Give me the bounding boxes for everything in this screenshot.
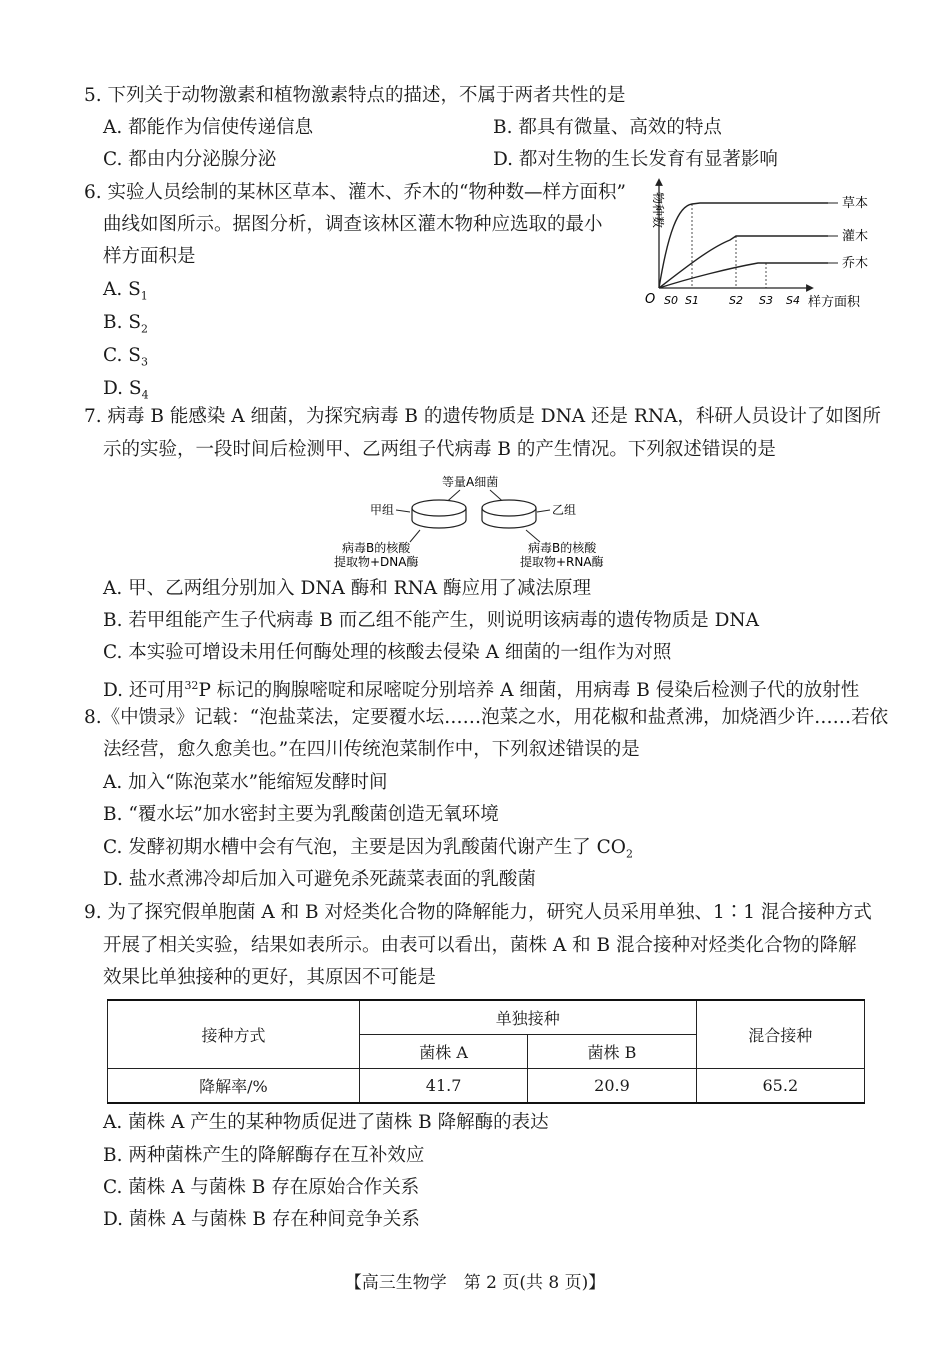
header-single: 单独接种: [359, 1000, 696, 1035]
pointer-group-a: [396, 510, 410, 512]
group-b-label: 乙组: [552, 503, 577, 517]
q5-stem: 5. 下列关于动物激素和植物激素特点的描述，不属于两者共性的是: [84, 85, 626, 106]
header-strain-b: 菌株 B: [528, 1035, 696, 1069]
tick-s3: S3: [759, 294, 773, 307]
page-footer: 【高三生物学 第 2 页(共 8 页)】: [344, 1273, 606, 1293]
q8-option-d: D. 盐水煮沸冷却后加入可避免杀死蔬菜表面的乳酸菌: [103, 869, 536, 890]
q9-option-c: C. 菌株 A 与菌株 B 存在原始合作关系: [103, 1177, 420, 1198]
note-b-line2: 提取物+RNA酶: [520, 555, 604, 569]
q8-stem-line2: 法经营，愈久愈美也。”在四川传统泡菜制作中，下列叙述错误的是: [103, 739, 640, 760]
tick-s2: S2: [729, 294, 743, 307]
y-axis-label: 物种数: [651, 192, 665, 229]
cell-strain-a: 41.7: [359, 1069, 527, 1104]
pointer-note-a: [410, 530, 420, 542]
q6-option-a: A. $S_1$: [103, 279, 148, 303]
series-line-tree: [659, 263, 828, 288]
group-a-label: 甲组: [370, 503, 395, 517]
q9-stem-line1: 9. 为了探究假单胞菌 A 和 B 对烃类化合物的降解能力，研究人员采用单独、1∶1 混合接种方式: [84, 902, 872, 923]
petri-dish-a: [412, 500, 466, 528]
q9-option-d: D. 菌株 A 与菌株 B 存在种间竞争关系: [103, 1209, 420, 1230]
q6-option-c: C. $S_3$: [103, 345, 148, 369]
legend-tree: 乔木: [842, 256, 869, 271]
q5-option-d: D. 都对生物的生长发育有显著影响: [493, 149, 778, 170]
q9-option-a: A. 菌株 A 产生的某种物质促进了菌株 B 降解酶的表达: [103, 1112, 549, 1133]
row-label-degradation: 降解率/%: [108, 1069, 360, 1104]
petri-dish-b: [482, 500, 536, 528]
tick-s4: S4: [786, 294, 800, 307]
q9-stem-line2: 开展了相关实验，结果如表所示。由表可以看出，菌株 A 和 B 混合接种对烃类化合物的降解: [103, 935, 857, 956]
q7-stem-line1: 7. 病毒 B 能感染 A 细菌，为探究病毒 B 的遗传物质是 DNA 还是 RNA，科研人员设计了如图所: [84, 406, 881, 427]
q9-stem-line3: 效果比单独接种的更好，其原因不可能是: [103, 967, 437, 988]
header-mixed: 混合接种: [696, 1000, 864, 1069]
header-method: 接种方式: [108, 1000, 360, 1069]
q7-option-b: B. 若甲组能产生子代病毒 B 而乙组不能产生，则说明该病毒的遗传物质是 DNA: [103, 610, 759, 631]
x-axis-label: 样方面积: [808, 295, 861, 310]
tick-s0: S0: [664, 294, 678, 307]
note-a-line1: 病毒B的核酸: [342, 541, 411, 555]
q7-stem-line2: 示的实验，一段时间后检测甲、乙两组子代病毒 B 的产生情况。下列叙述错误的是: [103, 439, 776, 460]
q8-option-c: C. 发酵初期水槽中会有气泡，主要是因为乳酸菌代谢产生了 $CO_2$: [103, 837, 633, 861]
q6-stem-line1: 6. 实验人员绘制的某林区草本、灌木、乔木的“物种数—样方面积”: [84, 182, 626, 203]
results-table: [107, 999, 865, 1104]
note-a-line2: 提取物+DNA酶: [334, 555, 419, 569]
q6-option-b: B. $S_2$: [103, 312, 149, 336]
legend-herb: 草本: [842, 196, 869, 211]
q8-stem-line1: 8.《中馈录》记载：“泡盐菜法，定要覆水坛……泡菜之水，用花椒和盐煮沸，加烧酒少许……若依: [84, 707, 889, 728]
q9-option-b: B. 两种菌株产生的降解酶存在互补效应: [103, 1145, 425, 1166]
q5-option-a: A. 都能作为信使传递信息: [103, 117, 314, 138]
legend-shrub: 灌木: [842, 229, 869, 244]
q6-stem-line2: 曲线如图所示。据图分析，调查该林区灌木物种应选取的最小: [103, 214, 603, 235]
origin-label: O: [645, 292, 656, 307]
q8-option-a: A. 加入“陈泡菜水”能缩短发酵时间: [103, 772, 388, 793]
header-strain-a: 菌株 A: [359, 1035, 527, 1069]
q7-diagram: [330, 468, 630, 570]
cell-mixed: 65.2: [696, 1069, 864, 1104]
q8-option-b: B. “覆水坛”加水密封主要为乳酸菌创造无氧环境: [103, 804, 499, 825]
series-line-herb: [659, 203, 828, 288]
q7-option-a: A. 甲、乙两组分别加入 DNA 酶和 RNA 酶应用了减法原理: [103, 578, 592, 599]
note-b-line1: 病毒B的核酸: [528, 541, 597, 555]
q7-option-d: D. 还可用$^{32}$P 标记的胸腺嘧啶和尿嘧啶分别培养 A 细菌，用病毒 B 侵染后检测子代的放射性: [103, 679, 860, 702]
q5-option-c: C. 都由内分泌腺分泌: [103, 149, 277, 170]
cell-strain-b: 20.9: [528, 1069, 696, 1104]
q5-option-b: B. 都具有微量、高效的特点: [493, 117, 722, 138]
pointer-group-b: [537, 510, 550, 512]
q6-stem-line3: 样方面积是: [103, 246, 196, 267]
q7-option-c: C. 本实验可增设未用任何酶处理的核酸去侵染 A 细菌的一组作为对照: [103, 642, 672, 663]
species-area-chart: [640, 178, 880, 316]
diagram-top-label: 等量A细菌: [442, 475, 499, 489]
q6-option-d: D. $S_4$: [103, 378, 149, 402]
tick-s1: S1: [685, 294, 699, 307]
